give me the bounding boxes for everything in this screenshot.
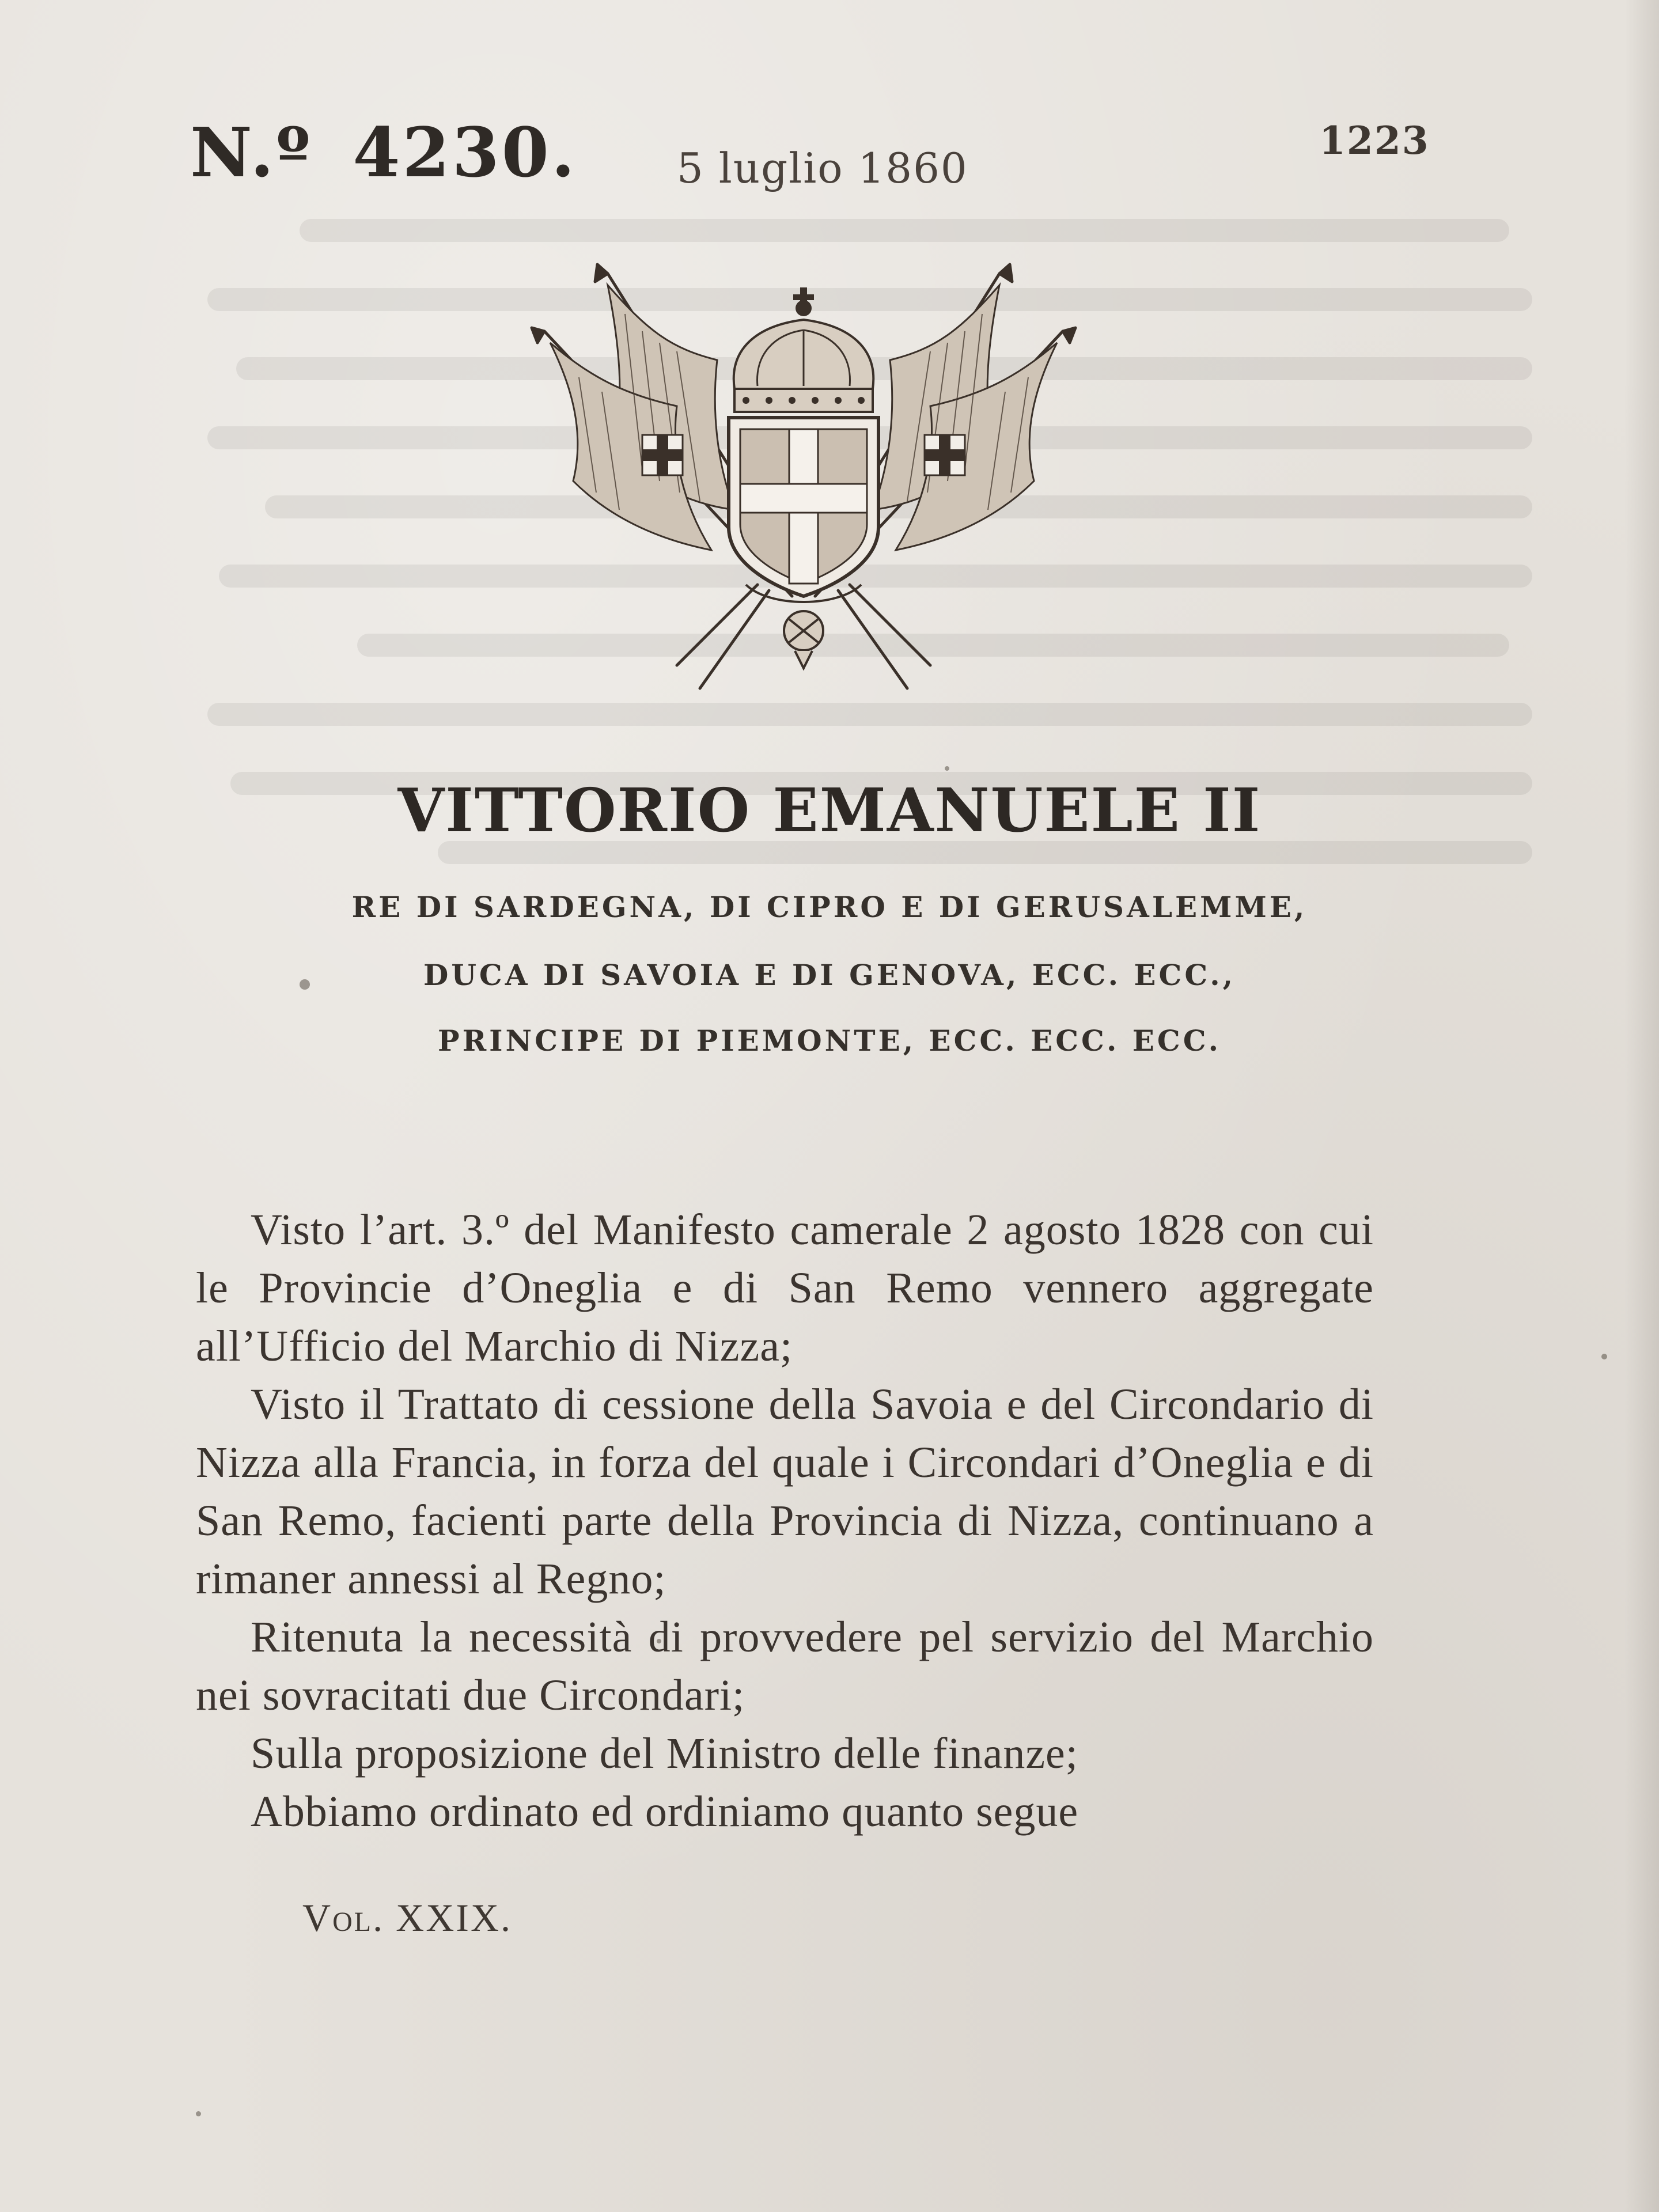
- act-number: [190, 112, 577, 192]
- act-number-value: 4230.: [353, 112, 577, 192]
- volume-signature: [302, 1895, 512, 1941]
- paper-speck: [300, 979, 310, 990]
- page-number: 1223: [1319, 118, 1430, 163]
- preamble-paragraph: Visto l’art. 3.º del Manifesto camerale 2 agosto 1828 con cui le Provincie d’Oneglia e di San Remo vennero aggregate all’Ufficio del Marchio di Nizza;: [196, 1206, 1374, 1370]
- paper-speck: [1601, 1354, 1607, 1359]
- act-date: 5 luglio 1860: [677, 144, 968, 192]
- sovereign-title-line-2: DUCA DI SAVOIA E DI GENOVA, ECC. ECC.,: [423, 958, 1236, 992]
- act-number-label: N.º: [190, 112, 313, 192]
- volume-label: Vol. XXIX.: [302, 1896, 513, 1940]
- sovereign-title-line-1: RE DI SARDEGNA, DI CIPRO E DI GERUSALEMME,: [351, 890, 1308, 924]
- paper-speck: [196, 2111, 201, 2116]
- preamble-paragraph: Ritenuta la necessità di provvedere pel servizio del Marchio nei sovracitati due Circondari;: [196, 1613, 1374, 1719]
- decree-preamble: [196, 1201, 1374, 1841]
- preamble-paragraph: Abbiamo ordinato ed ordiniamo quanto segue: [251, 1787, 1079, 1836]
- page-edge-shadow: [1624, 0, 1659, 2212]
- preamble-paragraph: Visto il Trattato di cessione della Savoia e del Circondario di Nizza alla Francia, in forza del quale i Circondari d’Oneglia e di San Remo, facienti parte della Provincia di Nizza, continuano a rimaner annessi al Regno;: [196, 1380, 1374, 1603]
- savoy-coat-of-arms-icon: [527, 262, 1080, 700]
- preamble-paragraph: Sulla proposizione del Ministro delle finanze;: [251, 1729, 1078, 1778]
- paper-speck: [945, 766, 949, 771]
- sovereign-title-line-3: PRINCIPE DI PIEMONTE, ECC. ECC. ECC.: [437, 1024, 1222, 1058]
- paper-speck: [657, 1639, 661, 1643]
- sovereign-name: VITTORIO EMANUELE II: [397, 775, 1262, 846]
